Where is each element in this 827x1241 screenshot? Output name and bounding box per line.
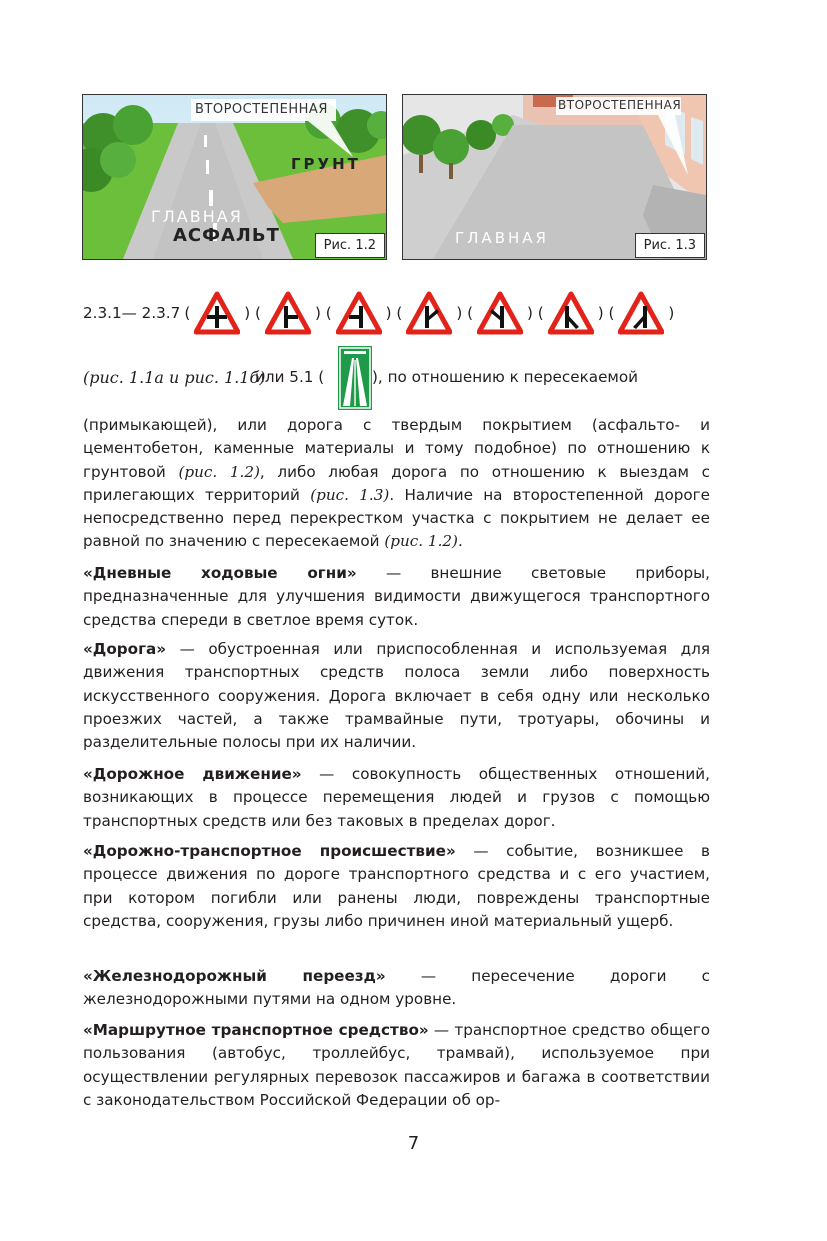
figure-ref: (рис. 1.2) [178, 462, 260, 481]
definition-traffic-accident [83, 840, 710, 933]
paren: ) ( [385, 304, 403, 322]
definition-text: — событие, возникшее в процессе движения по дороге транспортного средства и с его участием, при котором погибли или ранены люди, повреждены транспортные средства, сооружения, грузы либо причинен иной материальный ущерб. [83, 842, 711, 930]
page-number: 7 [407, 1133, 420, 1154]
figure-1-3-label-main: ГЛАВНАЯ [455, 229, 549, 247]
definition-route-vehicle [83, 1019, 710, 1112]
paren: ) [668, 304, 675, 322]
para-text: , либо любая дорога по отношению к выездам с прилегающих территорий [83, 462, 710, 504]
para-text: (примыкающей), или дорога с твердым покрытием (асфальто- и цементобетон, каменные материалы и тому подобное) по отношению к грунтовой [83, 416, 710, 481]
sign-2-3-6-icon [548, 291, 594, 335]
sign-2-3-1-icon [194, 291, 240, 335]
sign-2-3-7-icon [618, 291, 664, 335]
paragraph-main-road [83, 414, 710, 554]
definition-daytime-lights [83, 562, 710, 632]
definition-term: «Железнодорожный переезд» [83, 967, 386, 985]
sign-line-2-mid: или 5.1 ( [255, 368, 325, 386]
sign-2-3-4-icon [406, 291, 452, 335]
paren: ( [184, 304, 191, 322]
paren: ) ( [244, 304, 261, 322]
figure-1-2-label-secondary: ВТОРОСТЕПЕННАЯ [195, 102, 328, 117]
definition-text: — обустроенная или приспособленная и используемая для движения транспортных средств полоса земли либо поверхность искусственного сооружения. Дорога включает в себя одну или несколько проезжих частей, а также трамвайные пути, тротуары, обочины и разделительные полосы при их наличии. [83, 640, 710, 752]
definition-term: «Дневные ходовые огни» [83, 564, 357, 582]
definition-term: «Дорожное движение» [83, 765, 302, 783]
sign-line-2-tail: ), по отношению к пересекаемой [372, 368, 639, 386]
figure-ref: (рис. 1.1а и рис. 1.1б) [83, 368, 266, 387]
figure-ref: (рис. 1.2) [384, 532, 458, 551]
definition-text: — пересечение дороги с железнодорожными путями на одном уровне. [83, 967, 711, 1009]
para-text: . [457, 532, 463, 551]
definition-road-traffic [83, 763, 710, 833]
figure-1-3-label-secondary: ВТОРОСТЕПЕННАЯ [558, 98, 682, 112]
figure-1-2-caption: Рис. 1.2 [315, 233, 385, 258]
figure-1-2-label-ground: ГРУНТ [291, 155, 361, 173]
sign-2-3-3-icon [336, 291, 382, 335]
motorway-sign-icon [338, 346, 372, 410]
sign-row-prefix: 2.3.1— 2.3.7 [83, 304, 181, 322]
figure-1-2 [82, 94, 387, 260]
figure-ref: (рис. 1.3) [310, 485, 390, 504]
figure-1-2-label-asphalt: АСФАЛЬТ [173, 225, 280, 246]
paren: ) ( [597, 304, 615, 322]
paren: ) ( [314, 304, 332, 322]
figure-1-3-caption: Рис. 1.3 [635, 233, 705, 258]
sign-row [83, 290, 710, 336]
definition-road [83, 638, 710, 754]
definition-term: «Дорога» [83, 640, 167, 658]
para-text: . Наличие на второстепенной дороге непосредственно перед перекрестком участка с покрытием не делает ее равной по значению с пересекаемой [83, 485, 710, 551]
definition-text: — внешние световые приборы, предназначенные для улучшения видимости движущегося транспортного средства спереди в светлое время суток. [83, 564, 710, 629]
definition-railway-crossing [83, 965, 710, 1012]
figure-1-3 [402, 94, 707, 260]
definition-term: «Дорожно-транспортное происшествие» [83, 842, 456, 860]
figure-1-2-label-main: ГЛАВНАЯ [151, 207, 243, 226]
sign-2-3-2-icon [265, 291, 311, 335]
paren: ) ( [527, 304, 544, 322]
paren: ) ( [456, 304, 473, 322]
sign-2-3-5-icon [477, 291, 523, 335]
definition-text: — транспортное средство общего пользования (автобус, троллейбус, трамвай), используемое при осуществлении регулярных перевозок пассажиров и багажа в соответствии с законодательством Российской Федерации об ор- [83, 1021, 710, 1109]
definition-text: — совокупность общественных отношений, возникающих в процессе перемещения людей и грузов с помощью транспортных средств или без таковых в пределах дорог. [83, 765, 710, 830]
sign-line-2 [83, 346, 710, 410]
definition-term: «Маршрутное транспортное средство» [83, 1021, 429, 1039]
